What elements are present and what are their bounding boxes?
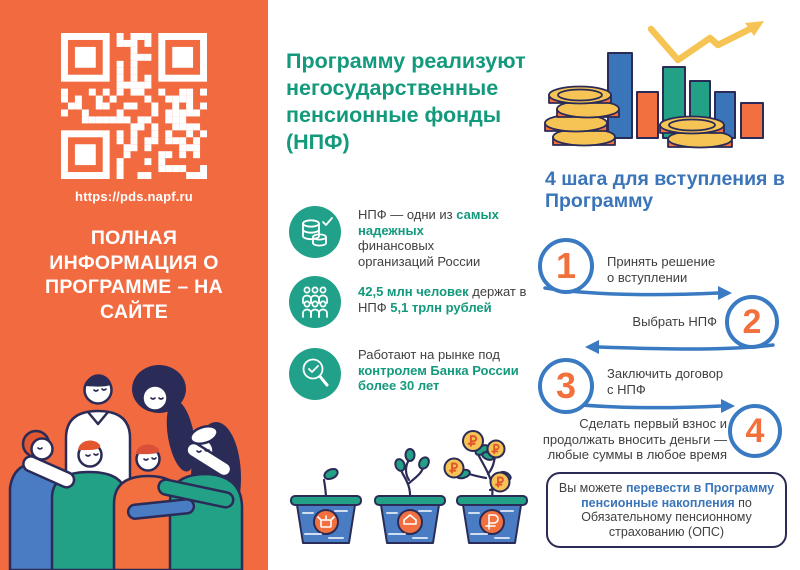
step-number: 4 <box>745 411 765 450</box>
step-text-2: Выбрать НПФ <box>632 314 717 329</box>
left-panel <box>0 0 268 570</box>
left-headline: ПОЛНАЯ ИНФОРМАЦИЯ О ПРОГРАММЕ – НА САЙТЕ <box>45 227 223 323</box>
segment: НПФ — одни из <box>358 207 457 222</box>
growing-money-plants-illustration <box>283 412 537 568</box>
magnifier-check-icon <box>289 348 341 400</box>
step-number: 2 <box>742 302 762 341</box>
segment: держат в НПФ <box>358 284 527 315</box>
bar-chart-coins-growth-illustration <box>538 3 793 151</box>
step-circle-3 <box>538 358 594 414</box>
coins-check-icon <box>289 206 341 258</box>
segment: контролем Банка России более 30 лет <box>358 362 519 393</box>
segment: Вы можете <box>558 481 626 495</box>
segment: 42,5 млн человек <box>358 284 469 299</box>
note-box <box>546 472 787 548</box>
segment: финансовых организаций России <box>358 238 481 269</box>
steps-flow <box>535 228 800 473</box>
step-text-3: Заключить договор с НПФ <box>607 366 724 397</box>
step-number: 1 <box>555 245 577 286</box>
segment: перевести в Программу пенсионные накопления <box>581 481 775 510</box>
step-circle-2 <box>725 295 779 349</box>
step-text-4: Сделать первый взнос и продолжать вносить деньги — любые суммы в любое время <box>542 416 727 462</box>
segment: 5,1 трлн рублей <box>390 299 492 315</box>
step-text-1: Принять решение о вступлении <box>607 254 716 285</box>
right-heading: 4 шага для вступления в Программу <box>545 168 785 213</box>
family-hug-illustration <box>8 356 262 570</box>
step-circle-1 <box>538 238 594 294</box>
step-circle-4 <box>728 404 782 458</box>
segment: Работают на рынке под <box>358 347 500 362</box>
middle-heading: Программу реализуют негосударственные пенсионные фонды (НПФ) <box>286 48 526 154</box>
segment: самых надежных <box>358 207 499 238</box>
bullet-regulation <box>358 347 523 394</box>
step-number: 3 <box>555 365 577 406</box>
people-group-icon <box>289 276 341 328</box>
bullet-statistics <box>358 284 530 315</box>
growth-arrow-icon <box>651 21 764 60</box>
segment: по Обязательному пенсионному страхованию (ОПС) <box>581 495 752 539</box>
site-url[interactable]: https://pds.napf.ru <box>75 189 193 204</box>
bullet-reliability <box>358 207 503 269</box>
qr-code-icon <box>61 33 207 179</box>
